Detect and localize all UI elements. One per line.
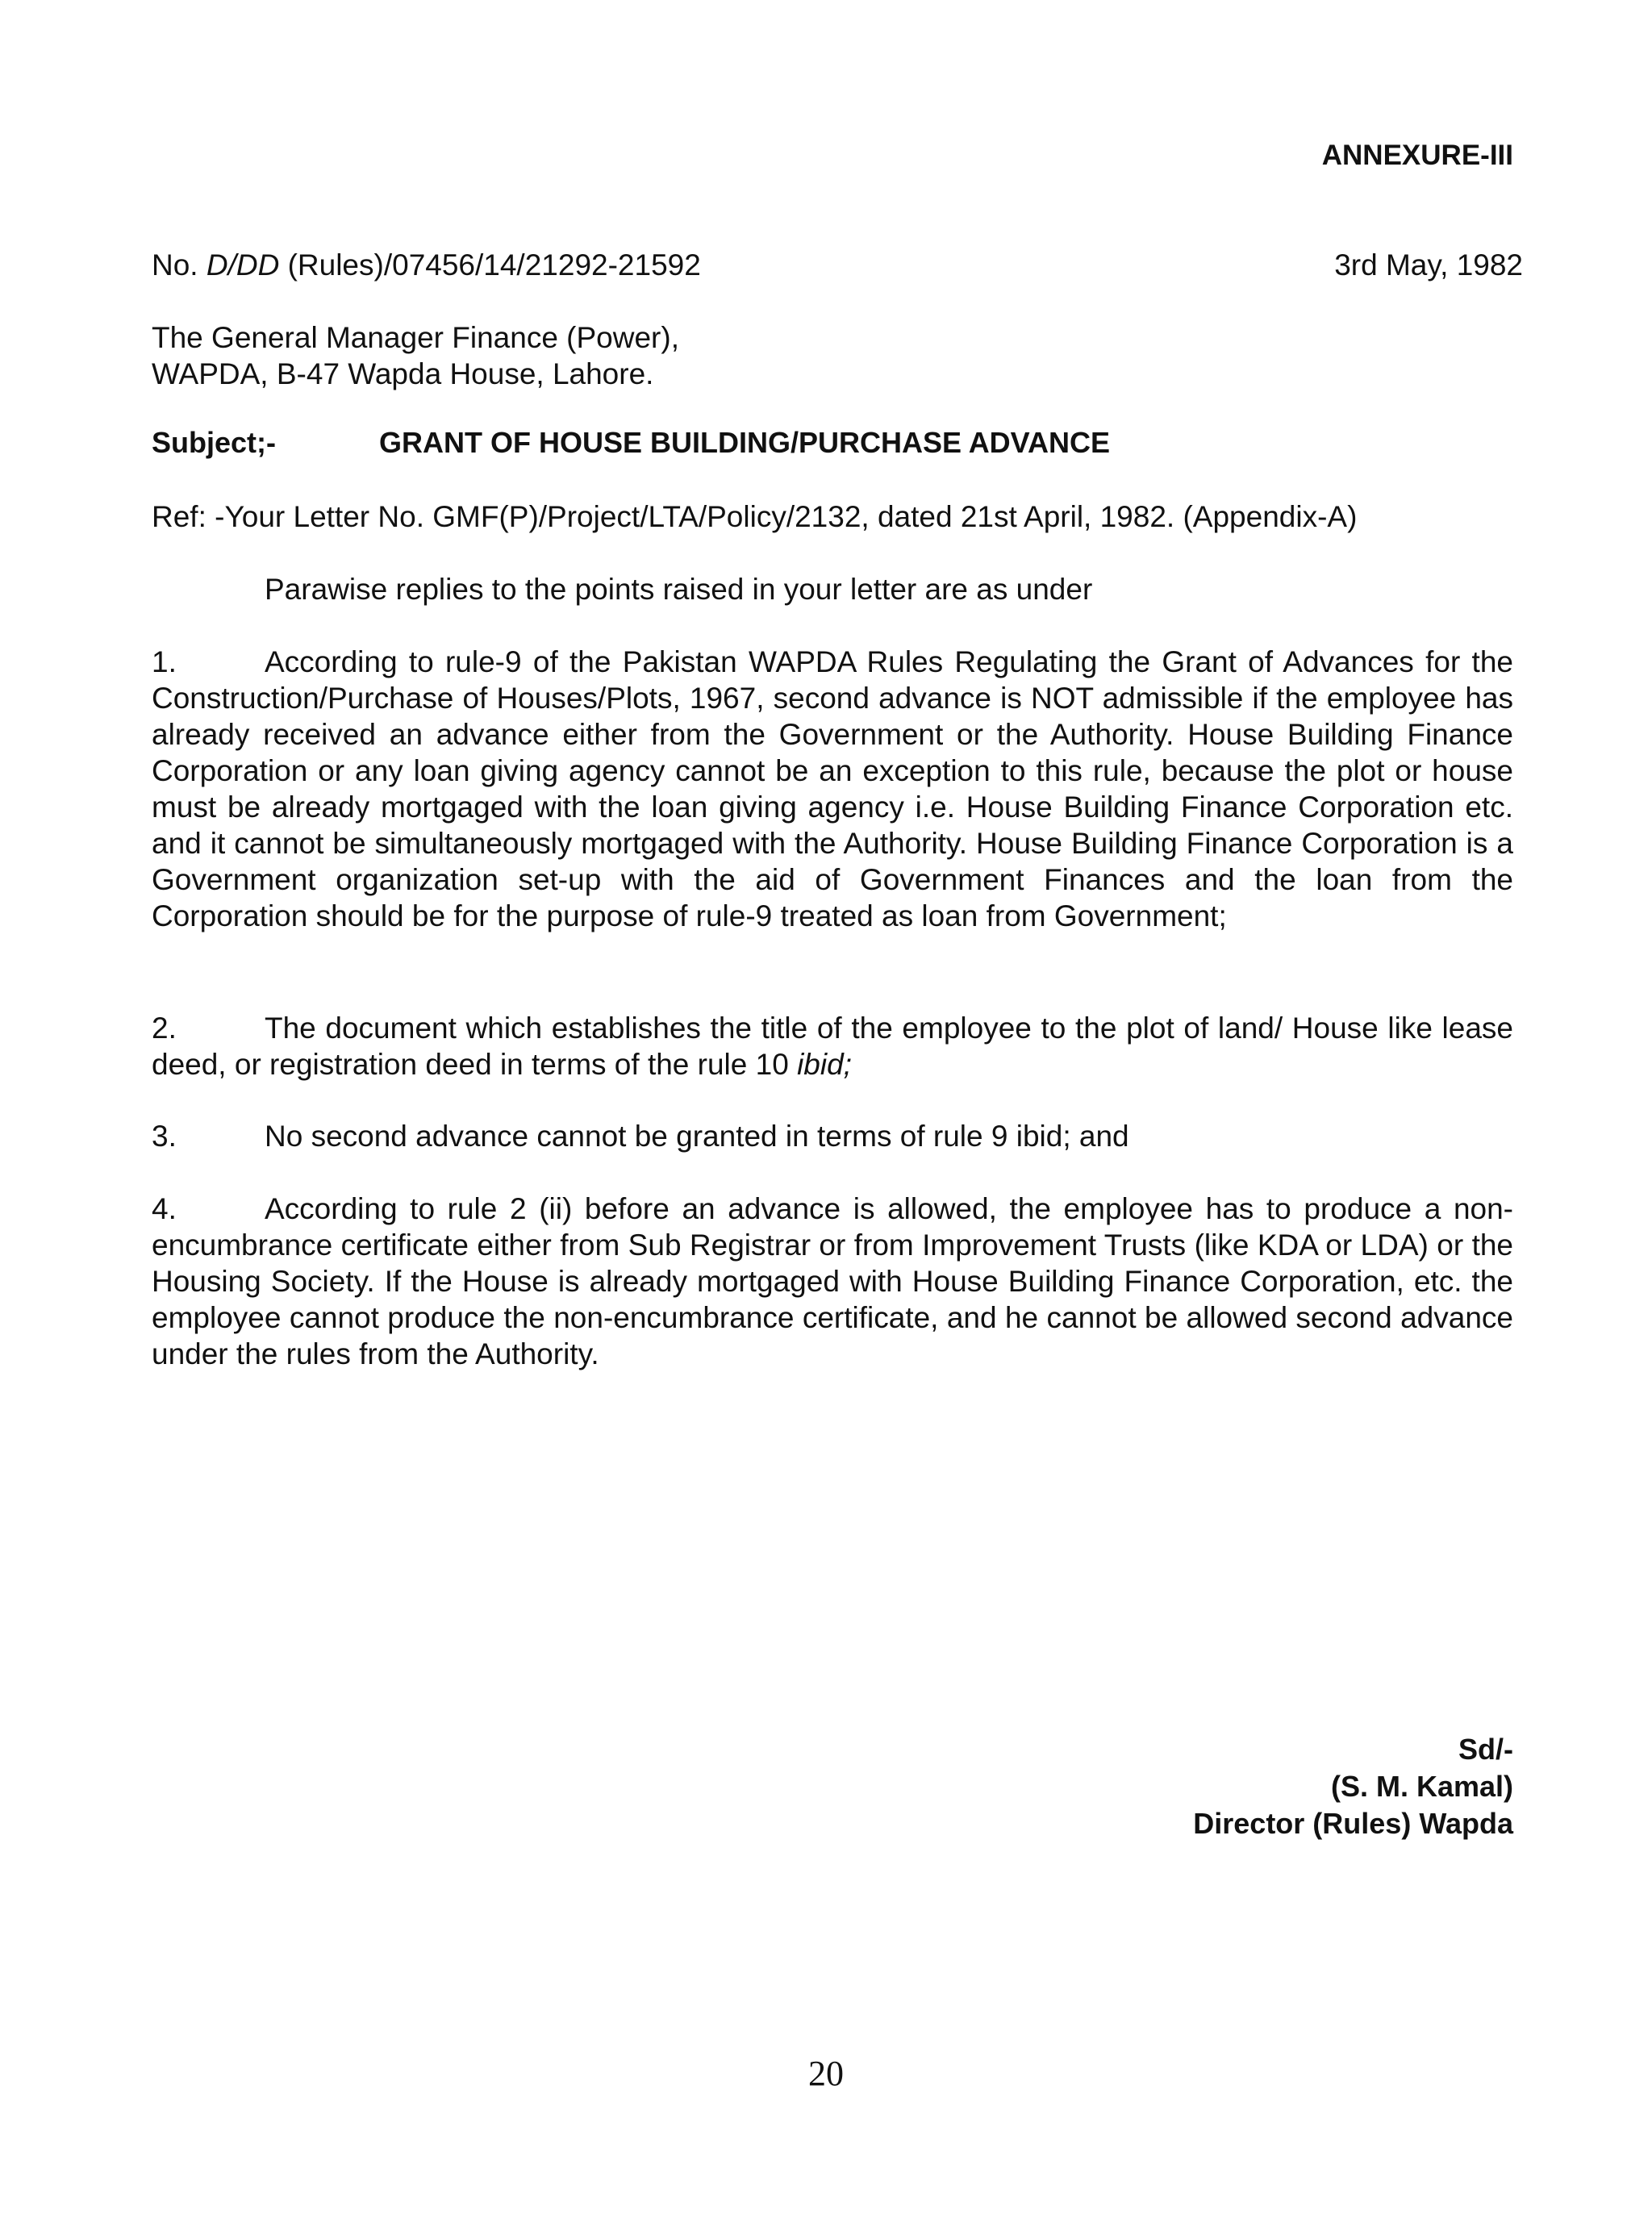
paragraph-1	[152, 644, 1513, 934]
letter-date: 3rd May, 1982	[1334, 248, 1523, 282]
subject-text: GRANT OF HOUSE BUILDING/PURCHASE ADVANCE	[379, 426, 1111, 459]
addressee	[152, 319, 1513, 392]
page-number: 20	[808, 2054, 844, 2093]
paragraph-4	[152, 1191, 1513, 1372]
signature-block	[152, 1731, 1513, 1842]
letter-header-line	[152, 247, 1523, 283]
reference-line: Ref: -Your Letter No. GMF(P)/Project/LTA/Policy/2132, dated 21st April, 1982. (Appendix-A)	[152, 500, 1358, 533]
subject-label: Subject;-	[152, 426, 277, 459]
addressee-line-2: WAPDA, B-47 Wapda House, Lahore.	[152, 357, 654, 390]
paragraph-2	[152, 1010, 1513, 1082]
letter-number-suffix: (Rules)/07456/14/21292-21592	[279, 248, 701, 282]
paragraph-number: 3.	[152, 1120, 177, 1153]
signatory-name: (S. M. Kamal)	[1330, 1770, 1513, 1803]
subject-line	[152, 424, 1513, 461]
signature-sd: Sd/-	[1458, 1733, 1513, 1766]
paragraph-text: According to rule 2 (ii) before an advance is allowed, the employee has to produce a non-encumbrance certificate either from Sub Registrar or from Improvement Trusts (like KDA or LDA) or the Housing Society. If the House is already mortgaged with House Building Finance Corporation, etc. the employee cannot produce the non-encumbrance certificate, and he cannot be allowed second advance under the rules from the Authority.	[152, 1192, 1513, 1370]
paragraph-text: According to rule-9 of the Pakistan WAPDA Rules Regulating the Grant of Advances for the Construction/Purchase of Houses/Plots, 1967, second advance is NOT admissible if the employee has already received an advance either from the Government or the Authority. House Building Finance Corporation or any loan giving agency cannot be an exception to this rule, because the plot or house must be already mortgaged with the loan giving agency i.e. House Building Finance Corporation etc. and it cannot be simultaneously mortgaged with the Authority. House Building Finance Corporation is a Government organization set-up with the aid of Government Finances and the loan from the Corporation should be for the purpose of rule-9 treated as loan from Government;	[152, 645, 1513, 932]
annexure-heading: ANNEXURE-III	[1321, 140, 1513, 171]
letter-number	[152, 247, 701, 283]
paragraph-text: The document which establishes the title of the employee to the plot of land/ House like lease deed, or registration deed in terms of the rule 10	[152, 1012, 1513, 1081]
paragraph-italic: ibid;	[797, 1048, 852, 1081]
letter-number-italic: D/DD	[206, 248, 280, 282]
paragraph-text: No second advance cannot be granted in terms of rule 9 ibid; and	[265, 1120, 1129, 1153]
paragraph-3	[152, 1118, 1513, 1154]
paragraph-number: 4.	[152, 1192, 177, 1225]
intro-line: Parawise replies to the points raised in your letter are as under	[265, 573, 1093, 606]
letter-number-prefix: No.	[152, 248, 206, 282]
addressee-line-1: The General Manager Finance (Power),	[152, 321, 679, 354]
paragraph-number: 2.	[152, 1012, 177, 1045]
paragraph-number: 1.	[152, 645, 177, 678]
signatory-title: Director (Rules) Wapda	[1193, 1807, 1513, 1840]
